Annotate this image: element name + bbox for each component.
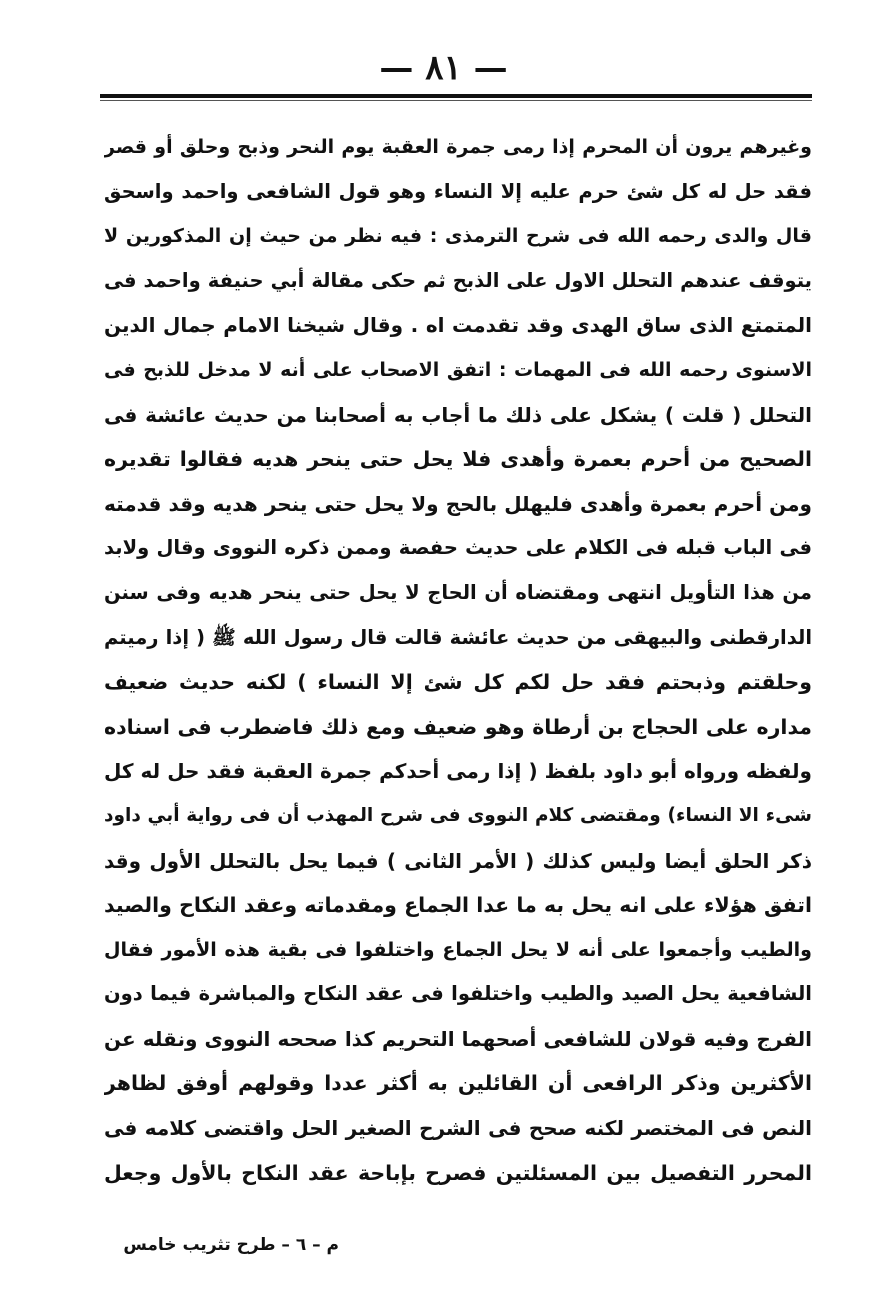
text-line: شىء الا النساء) ومقتضى كلام النووى فى شرح المهذب أن فى رواية أبي داود bbox=[104, 804, 812, 826]
text-line: الدارقطنى والبيهقى من حديث عائشة قالت قال رسول الله ﷺ ( إذا رميتم bbox=[104, 625, 812, 649]
footer-signature: م – ٦ – طرح تثريب خامس bbox=[123, 1235, 339, 1255]
text-line: مداره على الحجاج بن أرطاة وهو ضعيف ومع ذلك فاضطرب فى اسناده bbox=[104, 714, 812, 739]
text-line: المحرر التفصيل بين المسئلتين فصرح بإباحة عقد النكاح بالأول وجعل bbox=[104, 1160, 812, 1185]
header-rule bbox=[100, 94, 812, 98]
text-line: من هذا التأويل انتهى ومقتضاه أن الحاج لا يحل حتى ينحر هديه وفى سنن bbox=[104, 580, 812, 604]
text-line: المتمتع الذى ساق الهدى وقد تقدمت اه . وقال شيخنا الامام جمال الدين bbox=[104, 313, 812, 338]
page-number: — ٨١ — bbox=[379, 48, 508, 88]
text-line: الاسنوى رحمه الله فى المهمات : اتفق الاصحاب على أنه لا مدخل للذبح فى bbox=[104, 358, 812, 381]
text-line: وغيرهم يرون أن المحرم إذا رمى جمرة العقبة يوم النحر وذبح وحلق أو قصر bbox=[104, 136, 812, 158]
text-line: الفرج وفيه قولان للشافعى أصحهما التحريم كذا صححه النووى ونقله عن bbox=[104, 1026, 812, 1051]
text-line: وحلقتم وذبحتم فقد حل لكم كل شئ إلا النساء ) لكنه حديث ضعيف bbox=[104, 670, 812, 695]
text-line: فى الباب قبله فى الكلام على حديث حفصة وممن ذكره النووى وقال ولابد bbox=[104, 536, 812, 560]
text-line: النص فى المختصر لكنه صحح فى الشرح الصغير الحل واقتضى كلامه فى bbox=[104, 1116, 812, 1141]
text-line: ذكر الحلق أيضا وليس كذلك ( الأمر الثانى ) فيما يحل بالتحلل الأول وقد bbox=[104, 848, 812, 873]
text-line: فقد حل له كل شئ حرم عليه إلا النساء وهو قول الشافعى واحمد واسحق bbox=[104, 179, 812, 203]
text-line: التحلل ( قلت ) يشكل على ذلك ما أجاب به أصحابنا من حديث عائشة فى bbox=[104, 402, 812, 427]
text-line: يتوقف عندهم التحلل الاول على الذبح ثم حكى مقالة أبي حنيفة واحمد فى bbox=[104, 268, 812, 292]
text-line: قال والدى رحمه الله فى شرح الترمذى : فيه نظر من حيث إن المذكورين لا bbox=[104, 225, 812, 248]
text-line: اتفق هؤلاء على انه يحل به ما عدا الجماع ومقدماته وعقد النكاح والصيد bbox=[104, 893, 812, 918]
text-line: الصحيح من أحرم بعمرة وأهدى فلا يحل حتى ينحر هديه فقالوا تقديره bbox=[104, 447, 812, 472]
text-line: ولفظه ورواه أبو داود بلفظ ( إذا رمى أحدكم جمرة العقبة فقد حل له كل bbox=[104, 759, 812, 784]
text-line: والطيب وأجمعوا على أنه لا يحل الجماع واختلفوا فى بقية هذه الأمور فقال bbox=[104, 938, 812, 961]
page-body-text bbox=[104, 125, 812, 1195]
text-line: ومن أحرم بعمرة وأهدى فليهلل بالحج ولا يحل حتى ينحر هديه وقد قدمته bbox=[104, 491, 812, 516]
text-line: الشافعية يحل الصيد والطيب واختلفوا فى عقد النكاح والمباشرة فيما دون bbox=[104, 982, 812, 1006]
text-line: الأكثرين وذكر الرافعى أن القائلين به أكثر عددا وقولهم أوفق لظاهر bbox=[104, 1071, 812, 1096]
header-rule-thin bbox=[100, 100, 812, 101]
